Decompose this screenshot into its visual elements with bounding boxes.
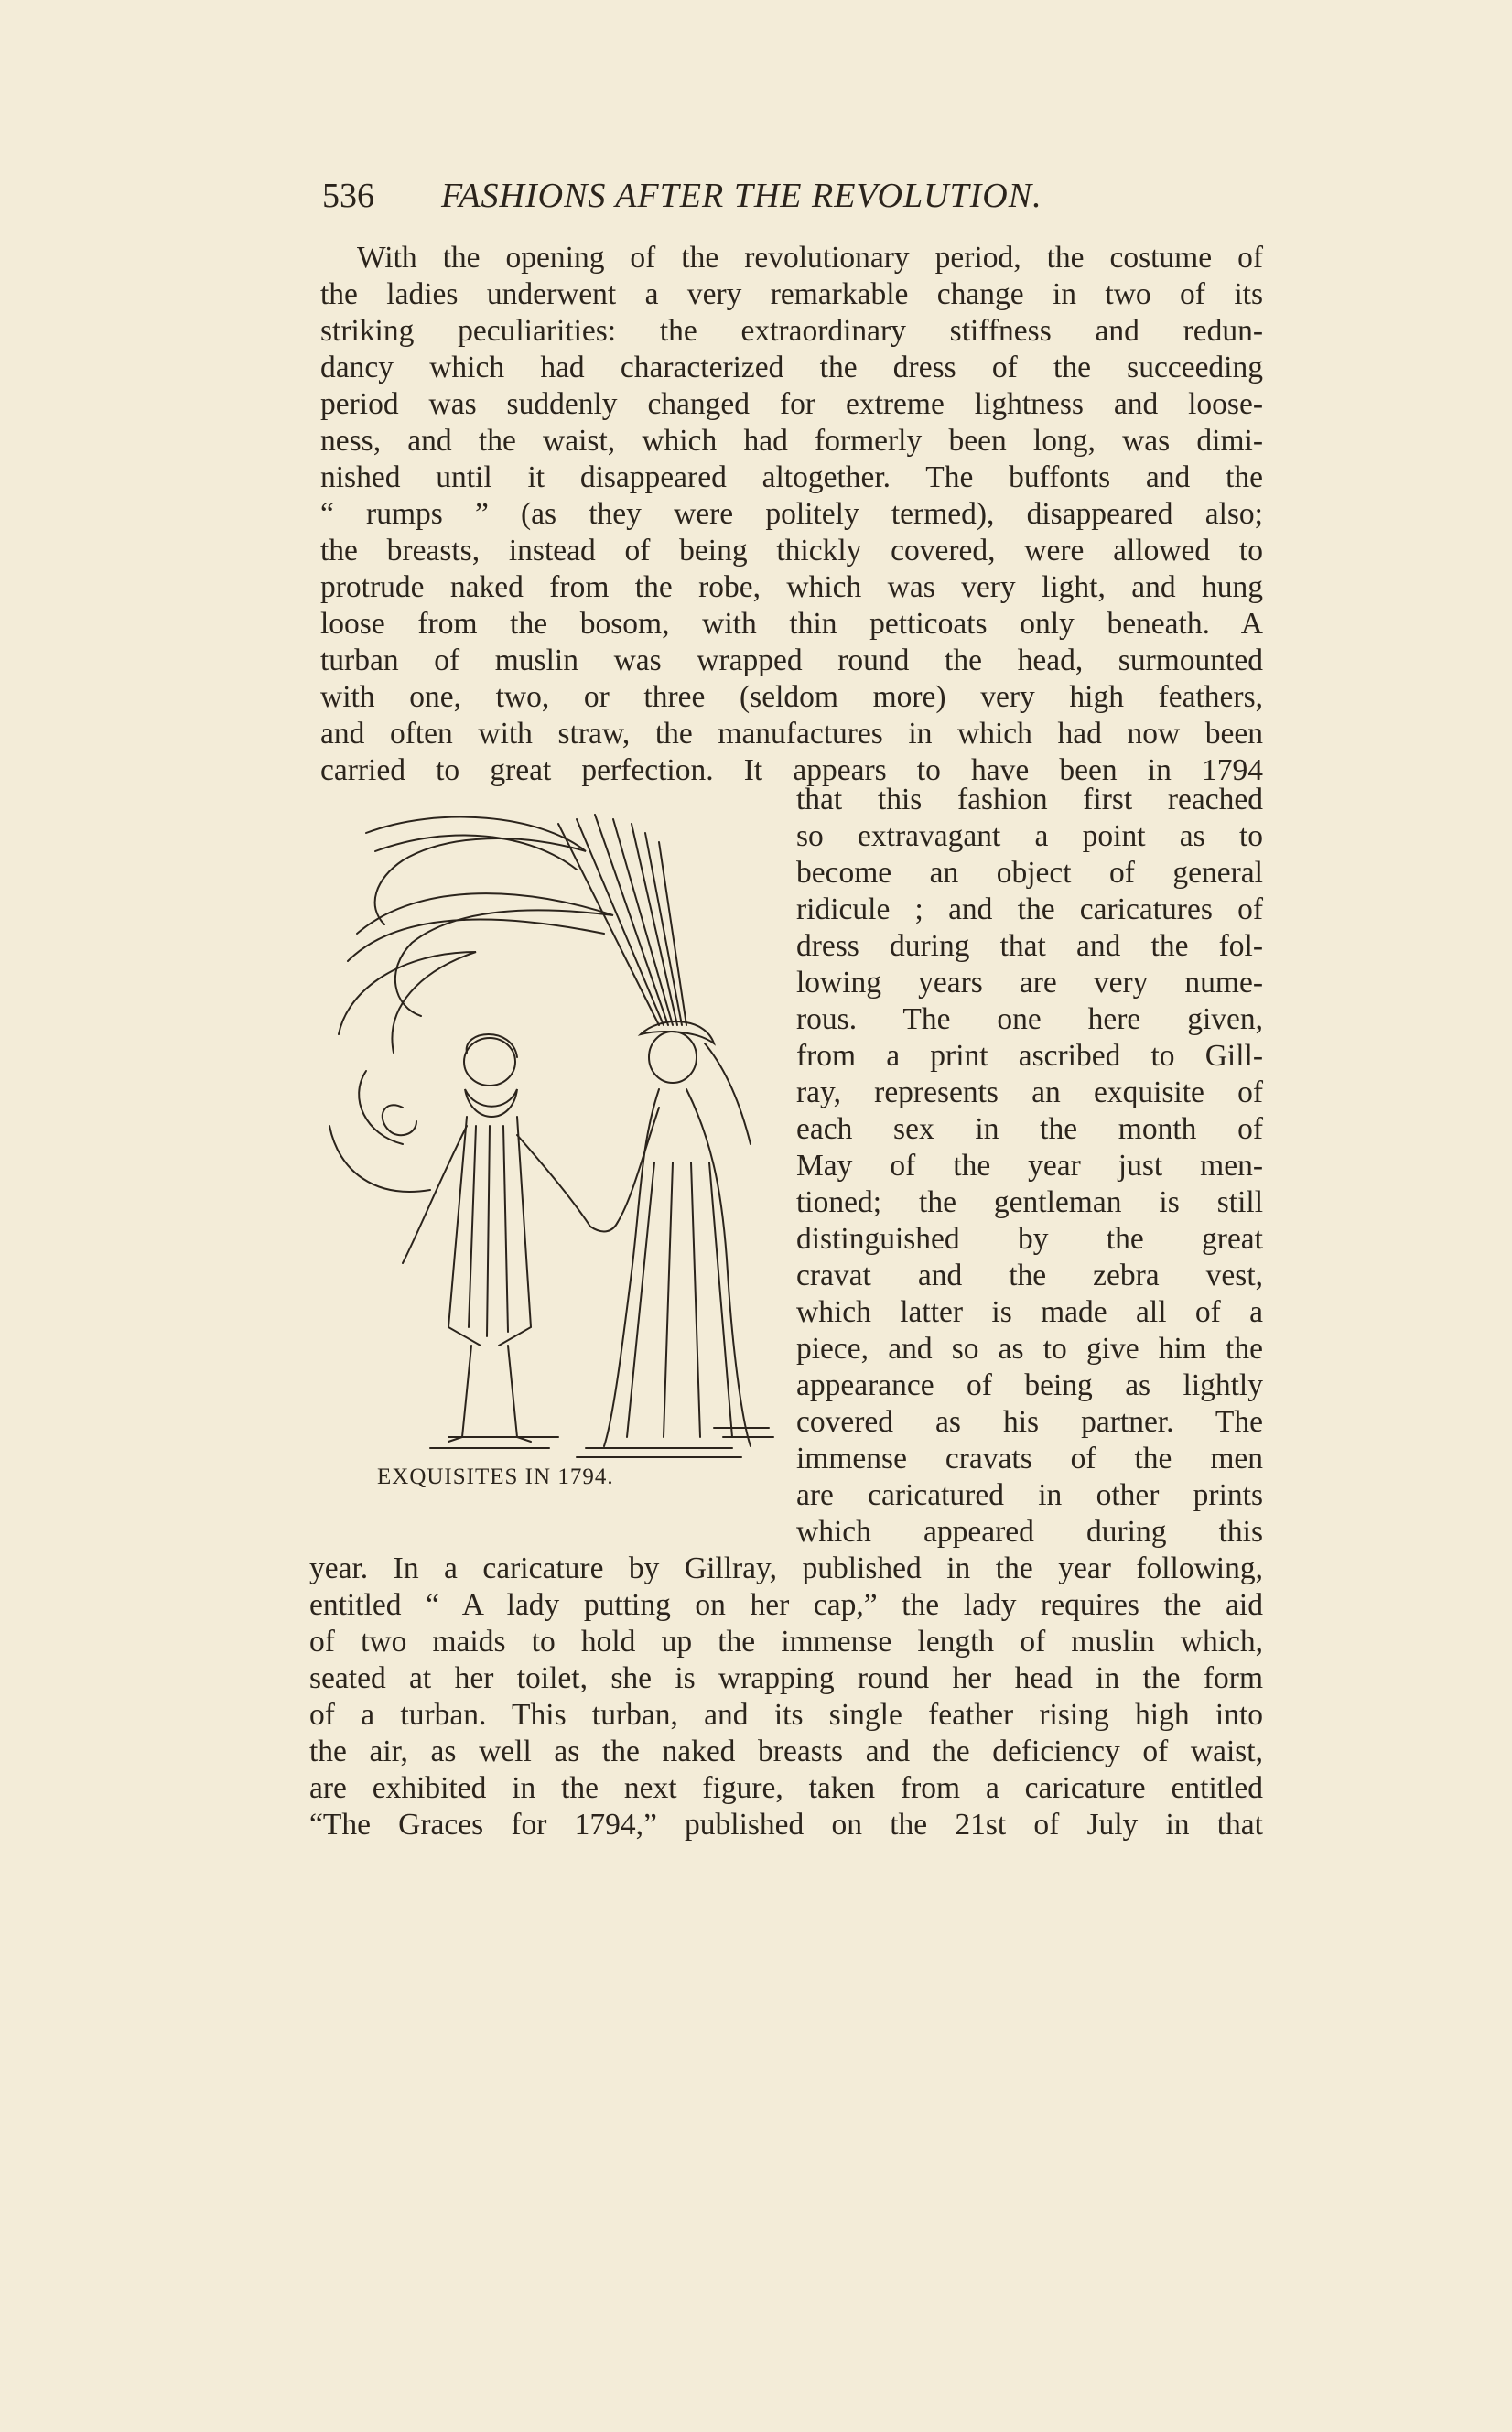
text-line: “The Graces for 1794,” published on the 21st of July in that <box>309 1808 1263 1842</box>
text-line: of two maids to hold up the immense length of muslin which, <box>309 1625 1263 1659</box>
text-line: of a turban. This turban, and its single feather rising high into <box>309 1698 1263 1732</box>
text-line: are caricatured in other prints <box>796 1478 1263 1512</box>
text-line: ness, and the waist, which had formerly been long, was dimi- <box>320 424 1263 458</box>
text-line: striking peculiarities: the extraordinary stiffness and redun- <box>320 314 1263 348</box>
text-line: May of the year just men- <box>796 1149 1263 1183</box>
text-line: year. In a caricature by Gillray, published in the year following, <box>309 1551 1263 1585</box>
page-number: 536 <box>322 177 374 215</box>
text-line: loose from the bosom, with thin petticoats only beneath. A <box>320 607 1263 641</box>
text-line: ridicule ; and the caricatures of <box>796 892 1263 926</box>
text-line: rous. The one here given, <box>796 1002 1263 1036</box>
text-line: protrude naked from the robe, which was very light, and hung <box>320 570 1263 604</box>
text-line: dress during that and the fol- <box>796 929 1263 963</box>
text-line: turban of muslin was wrapped round the head, surmounted <box>320 643 1263 677</box>
running-title: FASHIONS AFTER THE REVOLUTION. <box>441 177 1042 215</box>
text-line: seated at her toilet, she is wrapping round her head in the form <box>309 1661 1263 1695</box>
text-line: carried to great perfection. It appears to have been in 1794 <box>320 753 1263 787</box>
text-line: immense cravats of the men <box>796 1442 1263 1475</box>
text-line: ray, represents an exquisite of <box>796 1075 1263 1109</box>
text-line: distinguished by the great <box>796 1222 1263 1256</box>
text-line: the breasts, instead of being thickly covered, were allowed to <box>320 534 1263 567</box>
text-line: tioned; the gentleman is still <box>796 1185 1263 1219</box>
text-line: and often with straw, the manufactures in which had now been <box>320 717 1263 751</box>
text-line: become an object of general <box>796 856 1263 890</box>
text-line: the ladies underwent a very remarkable change in two of its <box>320 277 1263 311</box>
text-line: entitled “ A lady putting on her cap,” the lady requires the aid <box>309 1588 1263 1622</box>
text-line: With the opening of the revolutionary period, the costume of <box>357 241 1263 275</box>
text-line: which appeared during this <box>796 1515 1263 1549</box>
text-line: which latter is made all of a <box>796 1295 1263 1329</box>
text-line: so extravagant a point as to <box>796 819 1263 853</box>
text-line: piece, and so as to give him the <box>796 1332 1263 1366</box>
text-line: with one, two, or three (seldom more) very high feathers, <box>320 680 1263 714</box>
text-line: cravat and the zebra vest, <box>796 1259 1263 1292</box>
text-line: from a print ascribed to Gill- <box>796 1039 1263 1073</box>
page-header <box>322 176 1265 227</box>
figure-caption: EXQUISITES IN 1794. <box>377 1465 614 1489</box>
text-line: covered as his partner. The <box>796 1405 1263 1439</box>
text-line: the air, as well as the naked breasts and the deficiency of waist, <box>309 1735 1263 1768</box>
text-line: appearance of being as lightly <box>796 1368 1263 1402</box>
text-line: lowing years are very nume- <box>796 966 1263 1000</box>
text-line: nished until it disappeared altogether. The buffonts and the <box>320 460 1263 494</box>
text-line: dancy which had characterized the dress of the succeeding <box>320 351 1263 384</box>
text-line: each sex in the month of <box>796 1112 1263 1146</box>
engraving-icon <box>311 796 787 1465</box>
text-line: that this fashion first reached <box>796 783 1263 816</box>
text-line: are exhibited in the next figure, taken from a caricature entitled <box>309 1771 1263 1805</box>
text-line: period was suddenly changed for extreme lightness and loose- <box>320 387 1263 421</box>
text-line: “ rumps ” (as they were politely termed), disappeared also; <box>320 497 1263 531</box>
figure-exquisites-illustration <box>311 796 787 1465</box>
